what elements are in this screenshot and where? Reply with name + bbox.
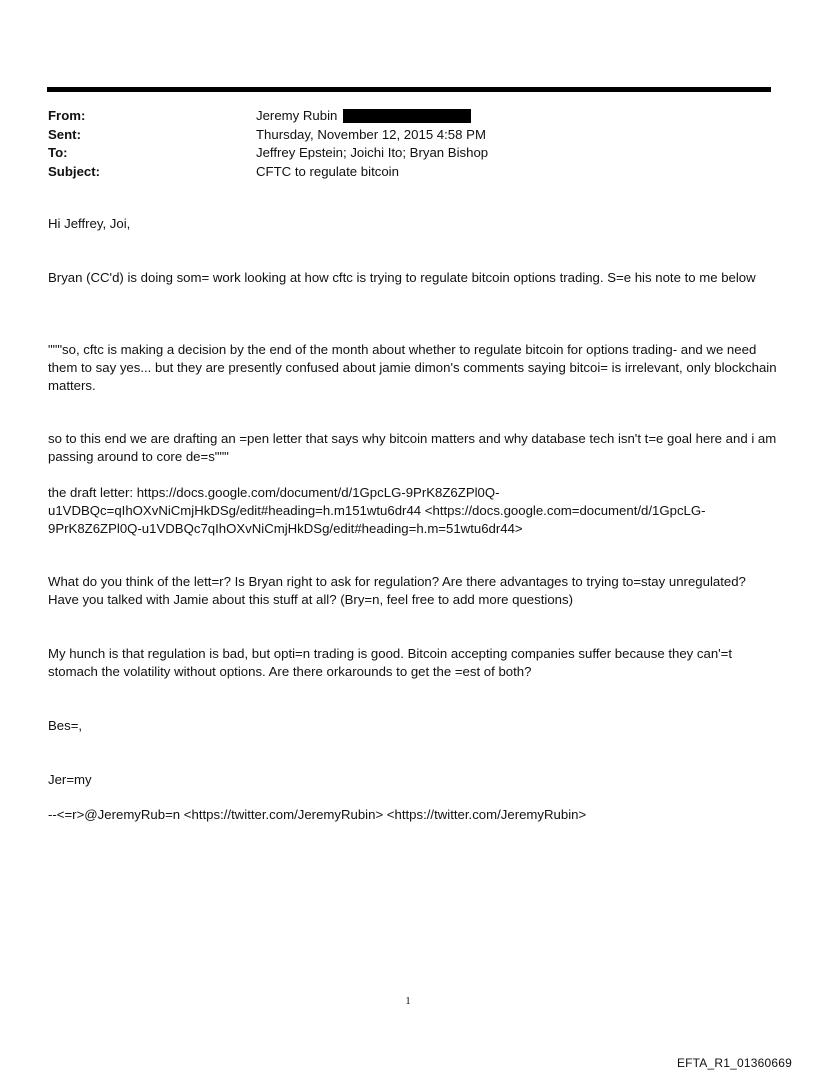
sent-label: Sent:: [48, 126, 81, 142]
document-id: EFTA_R1_01360669: [676, 1056, 792, 1070]
from-row: [48, 107, 748, 126]
sent-value: Thursday, November 12, 2015 4:58 PM: [256, 126, 486, 142]
to-label: To:: [48, 145, 68, 160]
paragraph-2: """so, cftc is making a decision by the end of the month about whether to regulate bitcoin for options trading- and we need them to say yes... but they are presently confused about jamie dimon's comments saying bitcoi= is irrelevant, only blockchain matters.: [48, 342, 777, 393]
paragraph-1: Bryan (CC'd) is doing som= work looking at how cftc is trying to regulate bitcoin options trading. S=e his note to me below: [48, 270, 756, 285]
header-rule: [47, 87, 771, 92]
paragraph-3: so to this end we are drafting an =pen letter that says why bitcoin matters and why database tech isn't t=e goal here and i am passing around to core de=s""": [48, 431, 777, 464]
from-name: Jeremy Rubin: [256, 108, 338, 123]
paragraph-6: My hunch is that regulation is bad, but opti=n trading is good. Bitcoin accepting companies suffer because they can'=t stomach the volatility without options. Are there orkarounds to get the =est of both?: [48, 646, 733, 679]
signature: Jer=my: [48, 772, 92, 787]
page-number: 1: [405, 995, 411, 1007]
to-row: [48, 144, 748, 163]
sent-row: [48, 126, 748, 145]
subject-row: [48, 163, 748, 182]
email-header: [48, 107, 748, 181]
from-value: [256, 107, 471, 126]
paragraph-4-draft-letter: the draft letter: https://docs.google.com/document/d/1GpcLG-9PrK8Z6ZPl0Q-u1VDBQc=qIhOXvNiCmjHkDSg/edit#heading=h.m151wtu6dr44 <https://docs.google.com=document/d/1GpcLG-9PrK8Z6ZPl0Q-u1VDBQc7qIhOXvNiCmjHkDSg/edit#heading=h.m=51wtu6dr44>: [48, 485, 706, 536]
signoff: Bes=,: [48, 718, 83, 733]
paragraph-5: What do you think of the lett=r? Is Bryan right to ask for regulation? Are there advantages to trying to=stay unregulated? Have you talked with Jamie about this stuff at all? (Bry=n, feel free to add more questions): [48, 574, 746, 607]
greeting: Hi Jeffrey, Joi,: [48, 216, 131, 231]
from-label: From:: [48, 108, 86, 123]
twitter-links: --<=r>@JeremyRub=n <https://twitter.com/JeremyRubin> <https://twitter.com/JeremyRubin>: [48, 807, 587, 822]
subject-value: CFTC to regulate bitcoin: [256, 163, 399, 179]
subject-label: Subject:: [48, 163, 101, 179]
to-value: Jeffrey Epstein; Joichi Ito; Bryan Bishop: [256, 145, 489, 160]
redaction-box: [343, 109, 471, 123]
